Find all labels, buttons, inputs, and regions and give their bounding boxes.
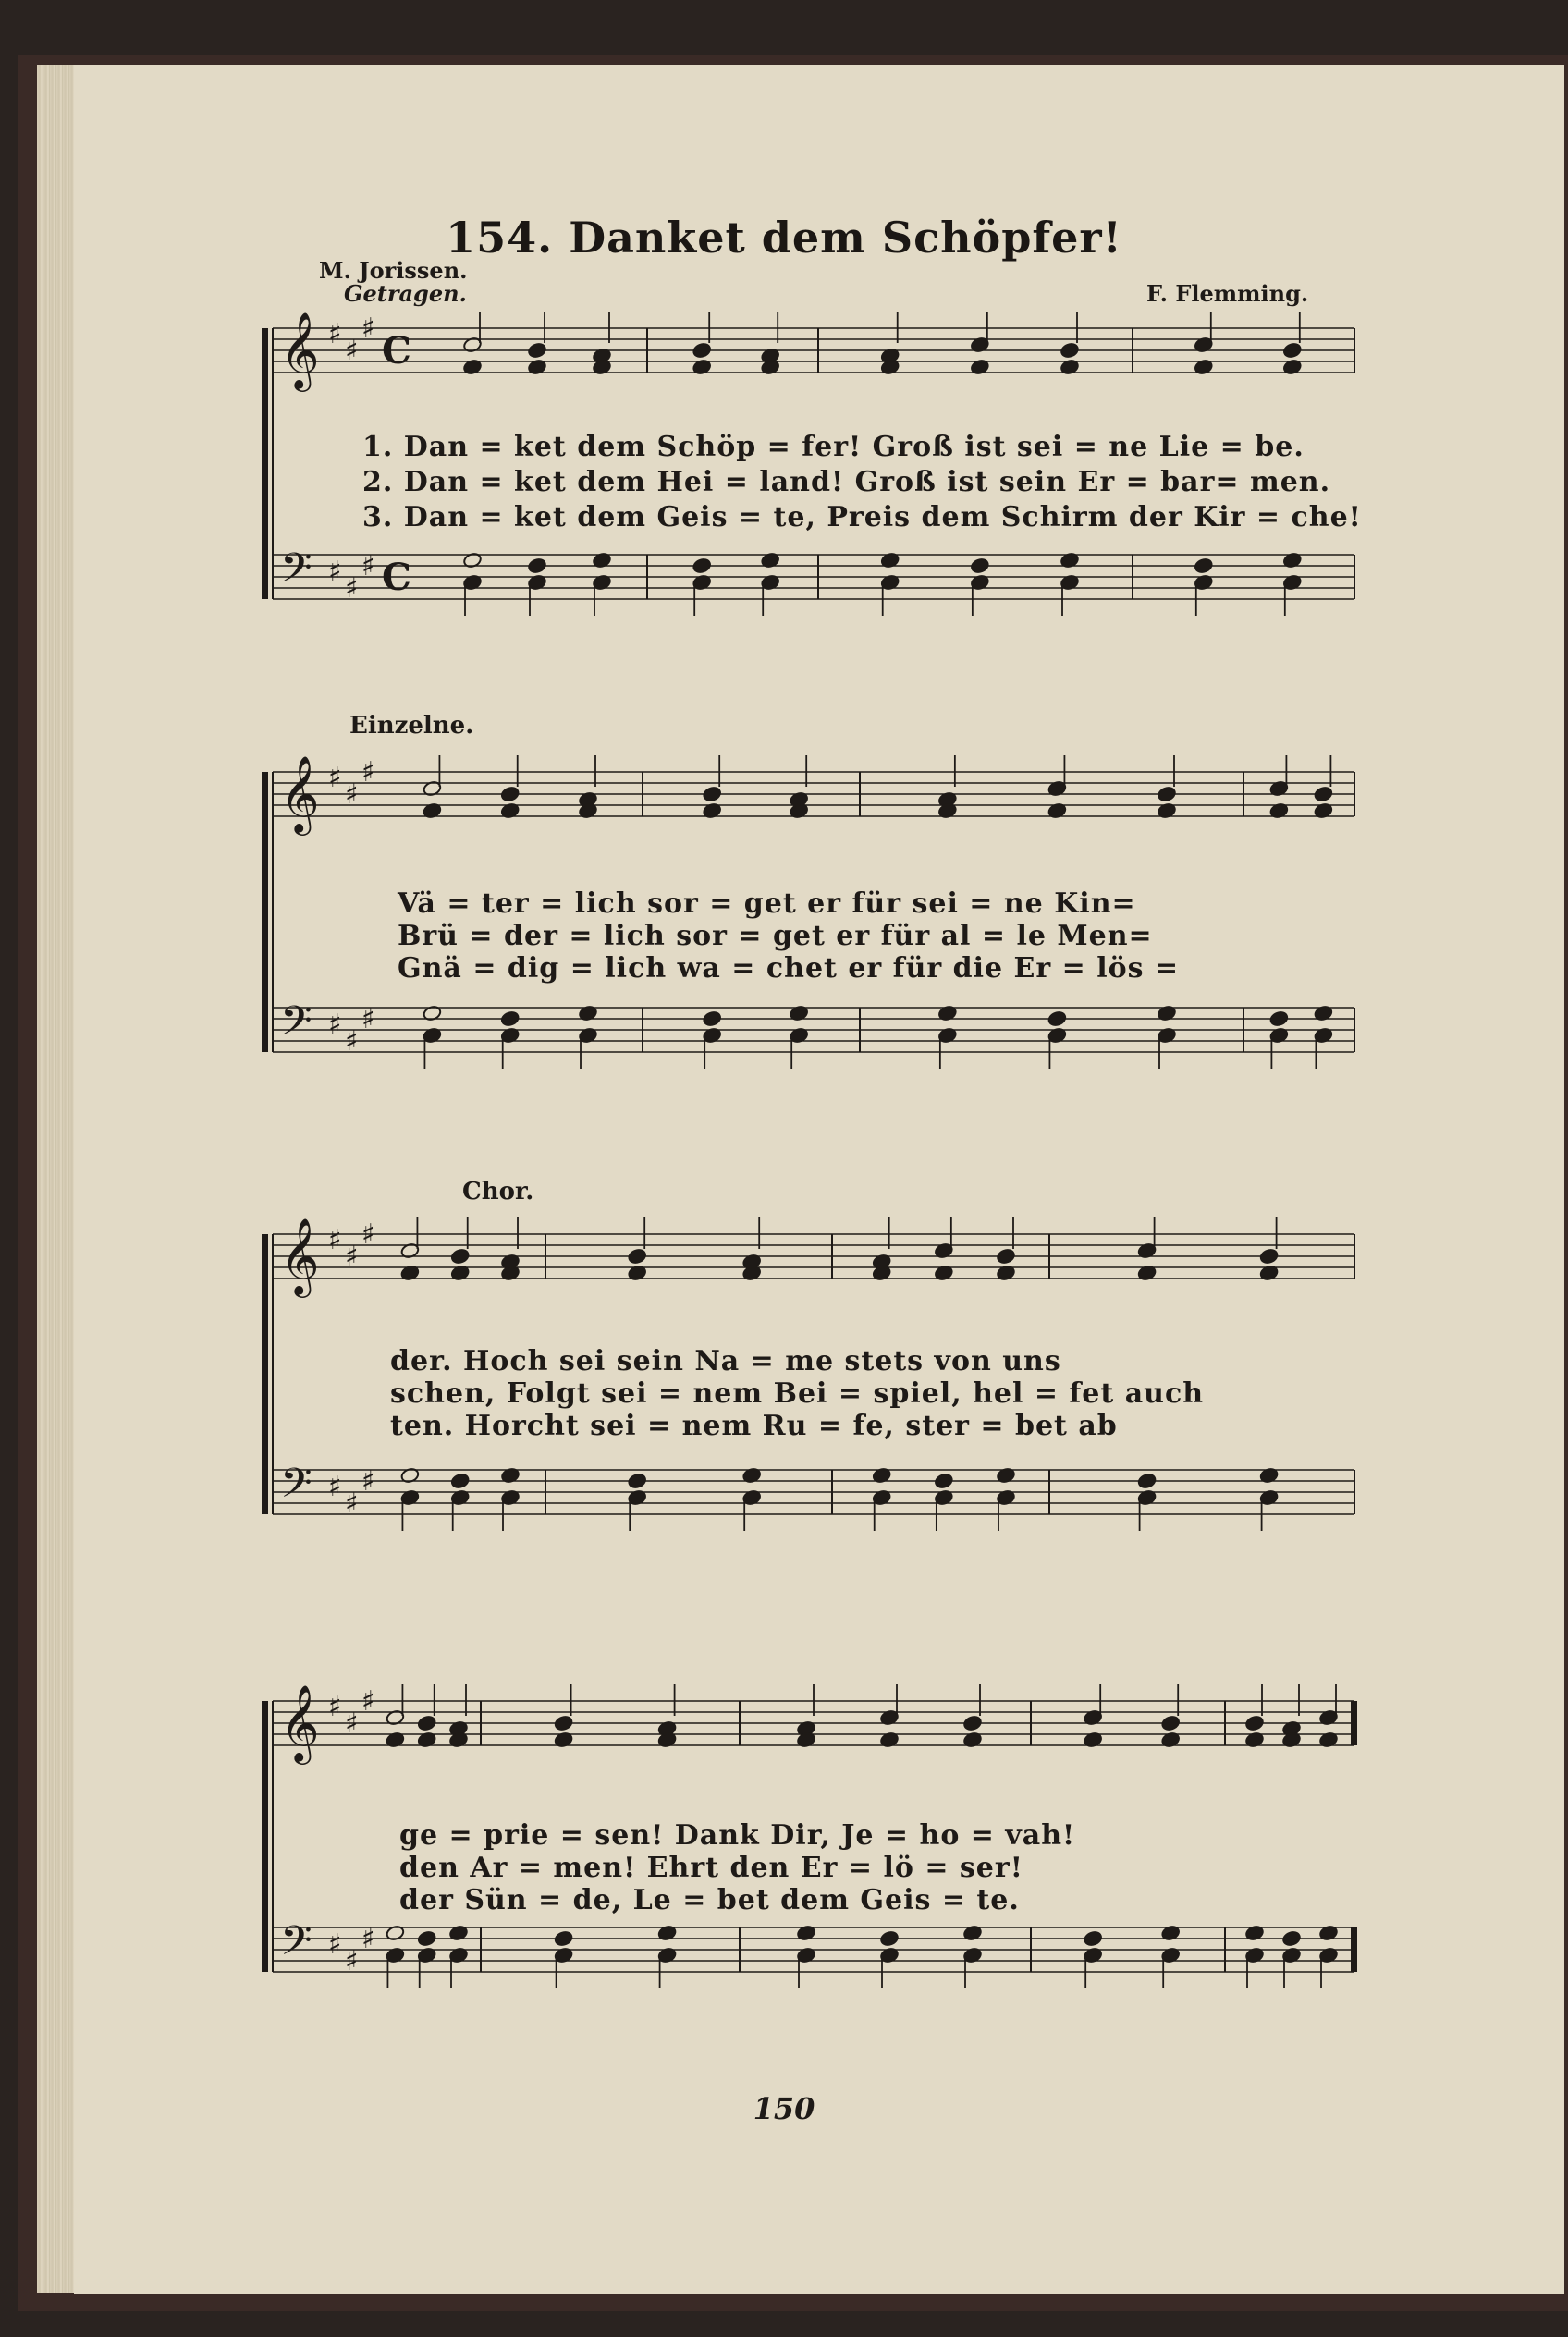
system3-treble-sharp-icon: ♯ xyxy=(345,1241,359,1273)
system4-notehead xyxy=(1244,1715,1264,1731)
system4-final-barline xyxy=(1351,1701,1357,1745)
system4-notehead xyxy=(879,1930,899,1947)
system4-notehead xyxy=(417,1930,436,1947)
lyric-s2-verse2: Brü = der = lich sor = get er für al = le Men= xyxy=(398,920,1153,952)
system3-notehead xyxy=(628,1473,647,1489)
system3-bass-clef-icon: 𝄢 xyxy=(280,1459,312,1517)
lyric-s3-verse3: ten. Horcht sei = nem Ru = fe, ster = bet ab xyxy=(390,1410,1118,1442)
system3-bass-sharp-icon: ♯ xyxy=(361,1465,375,1498)
system4-notehead xyxy=(1161,1715,1181,1731)
system3-notehead xyxy=(450,1248,470,1265)
system1-brace xyxy=(262,328,268,599)
system4-brace xyxy=(262,1701,268,1972)
composer-credit: F. Flemming. xyxy=(1146,280,1309,307)
system4-treble-sharp-icon: ♯ xyxy=(328,1691,342,1723)
system1-notehead xyxy=(692,342,712,359)
system1-notehead xyxy=(527,557,546,574)
system1-treble-sharp-icon: ♯ xyxy=(328,318,342,350)
system3-notehead xyxy=(1137,1473,1157,1489)
system1-treble-time-signature: C xyxy=(382,329,411,373)
system1-notehead xyxy=(1282,342,1302,359)
system4-notehead xyxy=(417,1715,436,1731)
system4-notehead xyxy=(554,1715,573,1731)
lyric-s1-verse3: 3. Dan = ket dem Geis = te, Preis dem Schirm der Kir = che! xyxy=(362,501,1362,533)
system2-notehead xyxy=(1157,786,1176,802)
system4-treble-sharp-icon: ♯ xyxy=(361,1685,375,1718)
system3-notehead xyxy=(628,1248,647,1265)
system1-bass-time-signature: C xyxy=(382,556,411,599)
hymn-title: 154. Danket dem Schöpfer! xyxy=(446,213,1122,263)
system4-bass-sharp-icon: ♯ xyxy=(361,1923,375,1955)
system1-notehead xyxy=(1060,342,1079,359)
system4-notehead xyxy=(962,1715,982,1731)
system1-treble-sharp-icon: ♯ xyxy=(361,312,375,345)
system2-notehead xyxy=(1047,1010,1067,1027)
system2-bass-clef-icon: 𝄢 xyxy=(280,997,312,1055)
system4-bass-sharp-icon: ♯ xyxy=(345,1945,359,1977)
system1-bass-sharp-icon: ♯ xyxy=(345,572,359,605)
system1-bass-clef-icon: 𝄢 xyxy=(280,544,312,602)
system2-notehead xyxy=(500,786,520,802)
system2-notehead xyxy=(1314,786,1333,802)
lyric-s4-verse2: den Ar = men! Ehrt den Er = lö = ser! xyxy=(399,1852,1023,1884)
system3-treble-sharp-icon: ♯ xyxy=(361,1218,375,1251)
section-label-einzelne: Einzelne. xyxy=(349,712,474,740)
system1-notehead xyxy=(1194,557,1213,574)
system2-notehead xyxy=(1269,1010,1289,1027)
system3-treble-clef-icon: 𝄞 xyxy=(280,1217,320,1294)
system2-treble-sharp-icon: ♯ xyxy=(361,756,375,789)
system3-bass-sharp-icon: ♯ xyxy=(345,1487,359,1520)
system1-notehead xyxy=(970,557,989,574)
system4-notehead xyxy=(1281,1930,1301,1947)
system4-bass-sharp-icon: ♯ xyxy=(328,1928,342,1961)
lyric-s3-verse2: schen, Folgt sei = nem Bei = spiel, hel = fet auch xyxy=(390,1377,1205,1410)
lyric-s3-verse1: der. Hoch sei sein Na = me stets von uns xyxy=(390,1345,1061,1377)
tempo-marking: Getragen. xyxy=(344,280,467,307)
system4-final-barline xyxy=(1351,1927,1357,1972)
system2-notehead xyxy=(500,1010,520,1027)
system1-treble-clef-icon: 𝄞 xyxy=(280,311,320,388)
system2-treble-clef-icon: 𝄞 xyxy=(280,754,320,832)
system3-notehead xyxy=(1259,1248,1279,1265)
system3-notehead xyxy=(996,1248,1015,1265)
system4-treble-sharp-icon: ♯ xyxy=(345,1707,359,1740)
section-label-chor: Chor. xyxy=(462,1178,534,1205)
page-number: 150 xyxy=(753,2091,815,2126)
system1-notehead xyxy=(692,557,712,574)
system4-bass-clef-icon: 𝄢 xyxy=(280,1916,312,1975)
lyric-s1-verse2: 2. Dan = ket dem Hei = land! Groß ist sein Er = bar= men. xyxy=(362,466,1331,498)
lyric-s4-verse3: der Sün = de, Le = bet dem Geis = te. xyxy=(399,1884,1020,1916)
lyric-s4-verse1: ge = prie = sen! Dank Dir, Je = ho = vah! xyxy=(399,1819,1076,1852)
system1-bass-sharp-icon: ♯ xyxy=(361,550,375,582)
system1-treble-sharp-icon: ♯ xyxy=(345,335,359,367)
lyric-s1-verse1: 1. Dan = ket dem Schöp = fer! Groß ist sei = ne Lie = be. xyxy=(362,431,1305,463)
lyricist-credit: M. Jorissen. xyxy=(319,257,468,284)
system3-brace xyxy=(262,1234,268,1514)
system3-notehead xyxy=(450,1473,470,1489)
system1-bass-sharp-icon: ♯ xyxy=(328,556,342,588)
system3-bass-sharp-icon: ♯ xyxy=(328,1471,342,1503)
system4-notehead xyxy=(1084,1930,1103,1947)
system2-brace xyxy=(262,772,268,1052)
system2-notehead xyxy=(703,786,722,802)
system2-bass-sharp-icon: ♯ xyxy=(328,1009,342,1041)
system3-notehead xyxy=(934,1473,953,1489)
system1-notehead xyxy=(527,342,546,359)
system2-notehead xyxy=(703,1010,722,1027)
system2-bass-sharp-icon: ♯ xyxy=(345,1025,359,1058)
system2-treble-sharp-icon: ♯ xyxy=(345,778,359,811)
system2-bass-sharp-icon: ♯ xyxy=(361,1003,375,1035)
system4-notehead xyxy=(554,1930,573,1947)
lyric-s2-verse3: Gnä = dig = lich wa = chet er für die Er = lös = xyxy=(398,952,1180,985)
lyric-s2-verse1: Vä = ter = lich sor = get er für sei = ne Kin= xyxy=(398,887,1136,920)
system4-treble-clef-icon: 𝄞 xyxy=(280,1683,320,1761)
system2-treble-sharp-icon: ♯ xyxy=(328,762,342,794)
system3-treble-sharp-icon: ♯ xyxy=(328,1224,342,1256)
